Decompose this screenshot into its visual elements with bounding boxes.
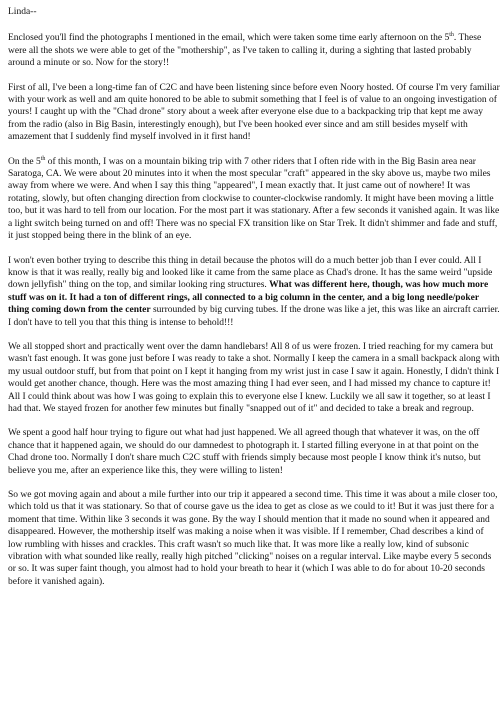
letter-paragraph: [8, 32, 500, 69]
paragraph-text: surrounded by big curving tubes. If the drone was like a jet, this was like an aircraft carrier. I don't have to tell you that this thing is intense to behold!!!: [8, 305, 500, 328]
letter-paragraph: [8, 156, 500, 243]
letter-paragraph: [8, 82, 500, 144]
letter-paragraph: [8, 427, 500, 477]
paragraph-text: We all stopped short and practically went over the damn handlebars! All 8 of us were frozen. I tried reaching for my camera but wasn't fast enough. It was gone just before I was ready to take a shot. Normally I keep the camera in a small backpack along with my usual outdoor stuff, but from that point on I kept it hanging from my wrist just in case I saw it again. Honestly, I didn't think I would get another chance, though. Here was the most amazing thing I had ever seen, and I had missed my chance to capture it! All I could think about was how I was going to explain this to everyone else I knew. Luckily we all saw it together, so at least I had that. We stayed frozen for another few minutes but finally "snapped out of it" and decided to take a break and regroup.: [8, 341, 500, 414]
letter-paragraph: [8, 489, 500, 588]
paragraph-text: First of all, I've been a long-time fan of C2C and have been listening since before even Noory hosted. Of course I'm very familiar with your work as well and am quite honored to be able to submit something that I feel is of value to an ongoing investigation of yours! I caught up with the "Chad drone" story about a week after everyone else due to a backpacking trip that kept me away from the radio (also in Big Basin, interestingly enough), but I've been hooked ever since and am still besides myself with amazement that I suddenly find myself involved in it first hand!: [8, 82, 500, 143]
paragraph-text: I won't even bother trying to describe this thing in detail because the photos will do a much better job than I ever could. All I know is that it was really, really big and looked like it came from the same place as Chad's drone. It has the same weird "upside down jellyfish" thing on the top, and similar looking ring structures.: [8, 255, 493, 291]
emphasized-text: What was different here, though, was how much more stuff was on it. It had a ton of different rings, all connected to a big column in the center, and a big long needle/poker thing coming down from the center: [8, 280, 489, 316]
paragraph-text: So we got moving again and about a mile further into our trip it appeared a second time. This time it was about a mile closer too, which told us that it was stationary. So that of course gave us the idea to get as close as we could to it! But it was just there for a moment that time. Within like 3 seconds it was gone. By the way I should mention that it made no sound when it appeared and disappeared. However, the mothership itself was making a noise when it was visible. If I remember, Chad describes a kind of low rumbling with hisses and crackles. This craft wasn't so much like that. It was more like a really low, kind of subsonic vibration with what sounded like really, really high pitched "clicking" noises on a regular interval. Like maybe every 5 seconds or so. It was super faint though, you almost had to hold your breath to hear it (which I was able to do for about 10-20 seconds before it vanished again).: [8, 490, 498, 587]
letter-paragraph: [8, 255, 500, 329]
paragraph-text: On the 5: [8, 156, 41, 167]
paragraph-text: We spent a good half hour trying to figure out what had just happened. We all agreed though that whatever it was, on the off chance that it happened again, we should do our damnedest to photograph it. I started filling everyone in at that point on the Chad drone too. Normally I don't share much C2C stuff with friends simply because most people I know think it's nutso, but believe you me, after an experience like this, they were willing to listen!: [8, 428, 481, 476]
ordinal-suffix: th: [449, 32, 454, 39]
ordinal-suffix: th: [40, 155, 46, 162]
letter-greeting: Linda--: [8, 7, 37, 17]
paragraph-text: . These were all the shots we were able to get of the "mothership", as I've taken to calling it, during a sighting that lasted probably around a minute or so. Now for the story!!: [8, 33, 482, 69]
letter-paragraph: [8, 341, 500, 415]
letter-body: [8, 32, 500, 588]
paragraph-text: Enclosed you'll find the photographs I mentioned in the email, which were taken some time early afternoon on the 5: [8, 33, 450, 44]
paragraph-text: of this month, I was on a mountain biking trip with 7 other riders that I often ride with in the Big Basin area near Saratoga, CA. We were about 20 minutes into it when the most specular "craft" appeared in the sky above us, maybe two miles away from where we were. And when I say this thing "appeared", I mean exactly that. It just came out of nowhere! It was rotating, slowly, but often changing direction from clockwise to counter-clockwise randomly. It might have been moving a little too, but it was hard to tell from our location. For the most part it was stationary. After a few seconds it vanished again. It was like a light switch being turned on and off! There was no special FX transition like on Star Trek. It didn't shimmer and fade and stuff, it just stopped being there in the blink of an eye.: [8, 156, 500, 242]
